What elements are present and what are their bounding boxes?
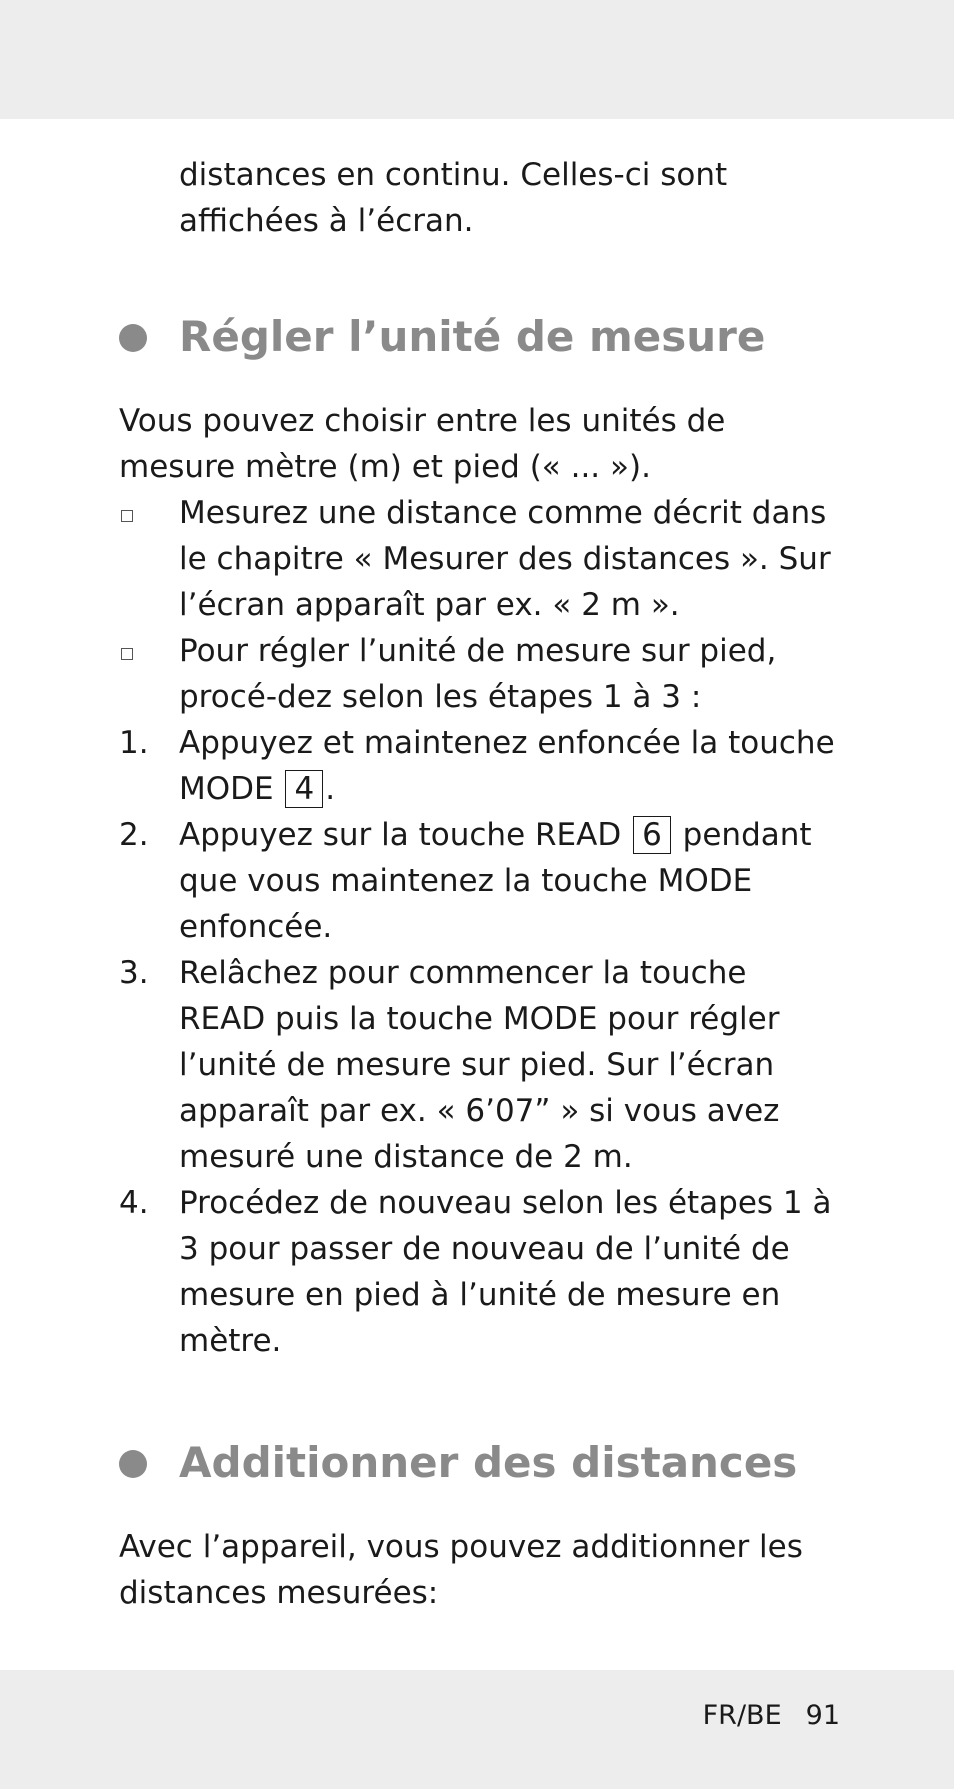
section-heading-unit-text: Régler l’unité de mesure [179,312,766,361]
step-1 [119,720,839,812]
bullet-item-measure [119,490,839,628]
unit-intro-paragraph: Vous pouvez choisir entre les unités de mesure mètre (m) et pied (« ... »). [119,403,726,485]
page-header-band [0,0,954,119]
checkbox-bullet-icon [121,648,133,660]
key-reference-read: 6 [633,816,671,854]
step-2-end: pendant que vous maintenez la touche MODE enfoncée. [179,817,812,945]
checkbox-bullet-icon [121,510,133,522]
step-3-text: Relâchez pour commencer la touche READ puis la touche MODE pour régler l’unité de mesure sur pied. Sur l’écran apparaît par ex. « 6’07” » si vous avez mesuré une distance de 2 m. [179,955,780,1175]
section-heading-add-text: Additionner des distances [179,1438,798,1487]
bullet-item-feet-text: Pour régler l’unité de mesure sur pied, procé-dez selon les étapes 1 à 3 : [179,633,777,715]
add-intro-paragraph: Avec l’appareil, vous pouvez additionner les distances mesurées: [119,1529,803,1611]
section-heading-unit [119,310,839,364]
step-number: 3. [119,955,149,991]
heading-bullet-icon [119,1450,147,1478]
page-footer [703,1700,840,1731]
step-4 [119,1180,839,1364]
step-2-text: Appuyez sur la touche READ [179,817,622,853]
step-number: 2. [119,817,149,853]
footer-locale: FR/BE [702,1700,782,1731]
page-number: 91 [805,1700,840,1731]
step-1-end: . [325,771,336,807]
step-1-text: Appuyez et maintenez enfoncée la touche MODE [179,725,835,807]
key-reference-mode: 4 [285,770,323,808]
step-4-text: Procédez de nouveau selon les étapes 1 à 3 pour passer de nouveau de l’unité de mesure en pied à l’unité de mesure en mètre. [179,1185,832,1359]
intro-continuation: distances en continu. Celles-ci sont affichées à l’écran. [179,157,728,239]
step-number: 4. [119,1185,149,1221]
step-3 [119,950,839,1180]
heading-bullet-icon [119,324,147,352]
bullet-item-measure-text: Mesurez une distance comme décrit dans le chapitre « Mesurer des distances ». Sur l’écran apparaît par ex. « 2 m ». [179,495,831,623]
step-2 [119,812,839,950]
bullet-item-feet [119,628,839,720]
step-number: 1. [119,725,149,761]
page-content [119,152,839,1616]
section-heading-add [119,1436,839,1490]
